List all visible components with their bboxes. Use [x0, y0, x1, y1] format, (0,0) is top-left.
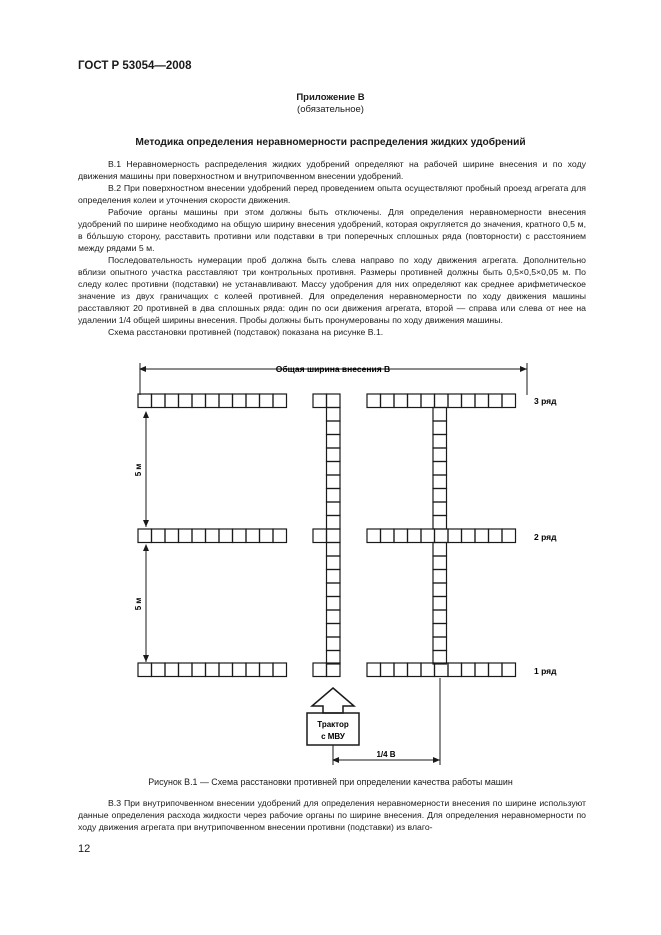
row-label-1: 1 ряд [534, 666, 557, 676]
pan-row2 [138, 529, 152, 543]
pan-row2 [489, 529, 503, 543]
page-number: 12 [78, 843, 91, 855]
pan-row2 [260, 529, 274, 543]
pan-axis-column [327, 610, 341, 624]
pan-offset-column [433, 462, 447, 476]
pan-row3 [313, 394, 327, 408]
pan-axis-column [327, 556, 341, 570]
pan-axis-column [327, 570, 341, 584]
pan-row1 [138, 663, 152, 677]
tractor-label-line1: Трактор [317, 720, 349, 729]
pan-row2 [421, 529, 435, 543]
pan-row1 [381, 663, 395, 677]
pan-row2 [462, 529, 476, 543]
pan-row1 [313, 663, 327, 677]
pan-offset-column [433, 543, 447, 557]
pan-row3 [489, 394, 503, 408]
pan-axis-column [327, 516, 341, 530]
pan-row3 [475, 394, 489, 408]
travel-direction-arrow [312, 688, 354, 713]
pan-row1 [408, 663, 422, 677]
paragraph-scheme-ref: Схема расстановки противней (подставок) показана на рисунке В.1. [108, 327, 384, 337]
body-text-b3 [78, 797, 586, 833]
pan-axis-column [327, 421, 341, 435]
pan-offset-column [433, 597, 447, 611]
pan-row2 [206, 529, 220, 543]
pan-grid [138, 394, 516, 677]
pan-row3 [448, 394, 462, 408]
pan-row2 [327, 529, 341, 543]
quarter-width-label: 1/4 В [376, 750, 396, 759]
pan-row3 [206, 394, 220, 408]
pan-row2 [381, 529, 395, 543]
pan-row2 [448, 529, 462, 543]
pan-offset-column [433, 435, 447, 449]
pan-offset-column [433, 624, 447, 638]
pan-row2 [273, 529, 287, 543]
pan-row1 [219, 663, 233, 677]
pan-axis-column [327, 448, 341, 462]
pan-offset-column [433, 516, 447, 530]
paragraph-b3: В.3 При внутрипочвенном внесении удобрений для определения неравномерности внесения по ширине используют данные определения расхода жидкости через рабочие органы по ширине внесения. Для определения неравномерности по ходу движения агрегата при внутрипочвенном внесении противни (подставки) из влаго- [78, 798, 586, 832]
pan-row1 [435, 663, 449, 677]
pan-row2 [367, 529, 381, 543]
pan-row2 [165, 529, 179, 543]
pan-row3 [381, 394, 395, 408]
row-label-3: 3 ряд [534, 396, 557, 406]
pan-axis-column [327, 543, 341, 557]
pan-row1 [462, 663, 476, 677]
pan-row3 [327, 394, 341, 408]
pan-row1 [489, 663, 503, 677]
pan-offset-column [433, 489, 447, 503]
appendix-status: (обязательное) [297, 104, 364, 115]
pan-axis-column [327, 435, 341, 449]
pan-row3 [408, 394, 422, 408]
pan-row2 [246, 529, 260, 543]
pan-row3 [152, 394, 166, 408]
pan-offset-column [433, 610, 447, 624]
pan-row2 [408, 529, 422, 543]
pan-row3 [233, 394, 247, 408]
pan-row2 [394, 529, 408, 543]
figure-caption: Рисунок В.1 — Схема расстановки противней при определении качества работы машин [148, 777, 513, 787]
pan-offset-column [433, 421, 447, 435]
pan-row1 [165, 663, 179, 677]
pan-offset-column [433, 583, 447, 597]
pan-row3 [179, 394, 193, 408]
pan-row2 [475, 529, 489, 543]
pan-axis-column [327, 651, 341, 665]
pan-row3 [273, 394, 287, 408]
paragraph-b2-continued: Рабочие органы машины при этом должны быть отключены. Для определения неравномерности внесения удобрений по ширине необходимо на общую ширину внесения удобрений, которая округляется до значения, кратного 0,5 м, в бо́льшую сторону, расставить противни или подставки в три поперечных сплошных ряда (повторности) с расстоянием между рядами 5 м. [78, 207, 586, 253]
pan-offset-column [433, 570, 447, 584]
pan-row2 [192, 529, 206, 543]
paragraph-numbering: Последовательность нумерации проб должна быть слева направо по ходу движения агрегата. Дополнительно вблизи опытного участка расставляют три контрольных противня. Размеры противней должны быть 0,5×0,5×0,05 м. По следу колес противни (подставки) не устанавливают. Массу удобрения для них определяют как среднее арифметическое значение из двух граничащих с колеей противней. Для определения неравномерности по ходу движения машины расставляют 20 противней в два сплошных ряда: один по оси движения агрегата, второй — справа или слева от нее на удалении 1/4 общей ширины внесения. Пробы должны быть пронумерованы по ходу движения машины. [78, 255, 586, 325]
section-title: Методика определения неравномерности распределения жидких удобрений [135, 137, 526, 148]
paragraph-b2: В.2 При поверхностном внесении удобрений перед проведением опыта осуществляют пробный проезд агрегата для определения колеи и уточнения скорости движения. [78, 183, 586, 205]
pan-axis-column [327, 489, 341, 503]
pan-row3 [394, 394, 408, 408]
pan-row2 [233, 529, 247, 543]
pan-offset-column [433, 651, 447, 665]
pan-row2 [502, 529, 516, 543]
pan-axis-column [327, 408, 341, 422]
pan-row1 [260, 663, 274, 677]
pan-row2 [152, 529, 166, 543]
pan-row1 [367, 663, 381, 677]
pan-row3 [138, 394, 152, 408]
pan-axis-column [327, 624, 341, 638]
pan-row1 [421, 663, 435, 677]
pan-row2 [179, 529, 193, 543]
pan-row1 [475, 663, 489, 677]
pan-offset-column [433, 637, 447, 651]
pan-row2 [435, 529, 449, 543]
pan-row3 [219, 394, 233, 408]
pan-axis-column [327, 583, 341, 597]
pan-row1 [233, 663, 247, 677]
pan-row1 [192, 663, 206, 677]
tractor-label-line2: с МВУ [321, 732, 345, 741]
pan-row3 [165, 394, 179, 408]
pan-offset-column [433, 475, 447, 489]
spacing-label-upper: 5 м [134, 463, 143, 477]
pan-row1 [502, 663, 516, 677]
row-label-2: 2 ряд [534, 532, 557, 542]
pan-row1 [273, 663, 287, 677]
pan-row2 [219, 529, 233, 543]
pan-row3 [246, 394, 260, 408]
pan-axis-column [327, 462, 341, 476]
pan-offset-column [433, 408, 447, 422]
pan-axis-column [327, 597, 341, 611]
paragraph-b1: В.1 Неравномерность распределения жидких удобрений определяют на рабочей ширине внесения и по ходу движения машины при поверхностном и внутрипочвенном внесении удобрений. [78, 159, 586, 181]
pan-row1 [206, 663, 220, 677]
pan-row1 [327, 663, 341, 677]
pan-row3 [435, 394, 449, 408]
pan-row3 [462, 394, 476, 408]
pan-axis-column [327, 475, 341, 489]
pan-row1 [246, 663, 260, 677]
pan-row3 [192, 394, 206, 408]
pan-row1 [152, 663, 166, 677]
appendix-title: Приложение В [296, 92, 365, 103]
pan-row1 [394, 663, 408, 677]
pan-row1 [179, 663, 193, 677]
pan-row3 [260, 394, 274, 408]
pan-row1 [448, 663, 462, 677]
document-header: ГОСТ Р 53054—2008 [78, 60, 192, 72]
pan-row3 [502, 394, 516, 408]
pan-row2 [313, 529, 327, 543]
pan-axis-column [327, 502, 341, 516]
pan-offset-column [433, 502, 447, 516]
total-width-label: Общая ширина внесения В [275, 364, 391, 374]
pan-offset-column [433, 556, 447, 570]
pan-offset-column [433, 448, 447, 462]
pan-row3 [367, 394, 381, 408]
pan-axis-column [327, 637, 341, 651]
pan-row3 [421, 394, 435, 408]
spacing-label-lower: 5 м [134, 597, 143, 611]
